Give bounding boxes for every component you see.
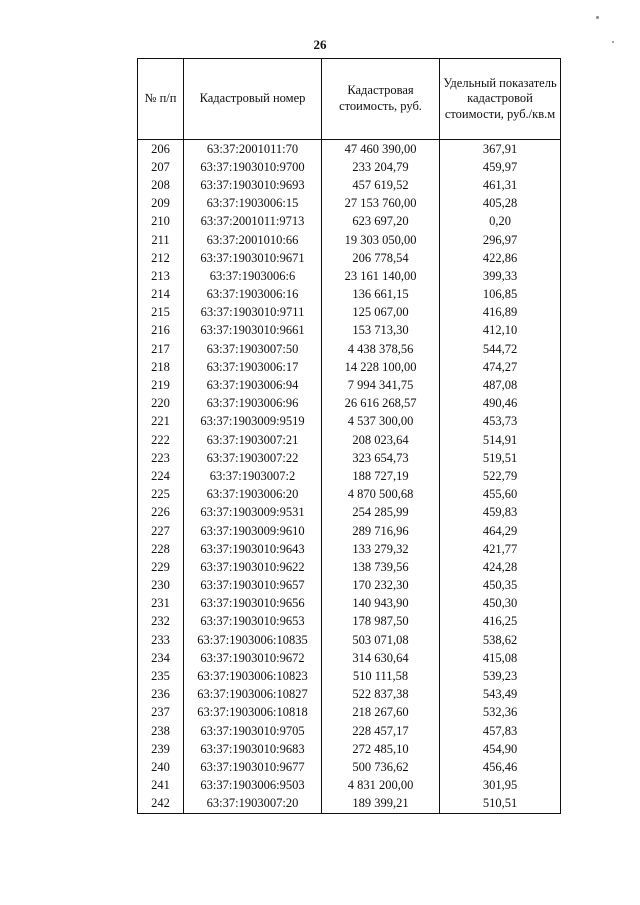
- cadastral-value: 510 111,58: [322, 667, 440, 685]
- specific-indicator: 455,60: [440, 486, 561, 504]
- specific-indicator: 459,83: [440, 504, 561, 522]
- specific-indicator: 301,95: [440, 777, 561, 795]
- row-num: 209: [138, 195, 184, 213]
- row-num: 212: [138, 249, 184, 267]
- cadastral-value: 4 537 300,00: [322, 413, 440, 431]
- cadastral-value: 254 285,99: [322, 504, 440, 522]
- cadastral-number: 63:37:1903010:9661: [184, 322, 322, 340]
- row-num: 232: [138, 613, 184, 631]
- specific-indicator: 464,29: [440, 522, 561, 540]
- specific-indicator: 424,28: [440, 558, 561, 576]
- specific-indicator: 514,91: [440, 431, 561, 449]
- cadastral-number: 63:37:1903010:9653: [184, 613, 322, 631]
- cadastral-number: 63:37:1903007:20: [184, 795, 322, 814]
- cadastral-number: 63:37:1903010:9705: [184, 722, 322, 740]
- cadastral-value: 4 438 378,56: [322, 340, 440, 358]
- table-row: [138, 558, 561, 576]
- specific-indicator: 487,08: [440, 376, 561, 394]
- row-num: 220: [138, 395, 184, 413]
- specific-indicator: 412,10: [440, 322, 561, 340]
- cadastral-value: 14 228 100,00: [322, 358, 440, 376]
- specific-indicator: 454,90: [440, 740, 561, 758]
- cadastral-value: 314 630,64: [322, 649, 440, 667]
- row-num: 227: [138, 522, 184, 540]
- row-num: 240: [138, 758, 184, 776]
- specific-indicator: 416,89: [440, 304, 561, 322]
- row-num: 229: [138, 558, 184, 576]
- cadastral-value: 133 279,32: [322, 540, 440, 558]
- cadastral-value: 19 303 050,00: [322, 231, 440, 249]
- row-num: 210: [138, 213, 184, 231]
- row-num: 211: [138, 231, 184, 249]
- table-row: [138, 649, 561, 667]
- cadastral-number: 63:37:1903006:6: [184, 267, 322, 285]
- cadastral-number: 63:37:1903006:10827: [184, 686, 322, 704]
- table-row: [138, 249, 561, 267]
- cadastral-value: 136 661,15: [322, 286, 440, 304]
- cadastral-number: 63:37:1903006:10818: [184, 704, 322, 722]
- cadastral-value: 178 987,50: [322, 613, 440, 631]
- cadastral-number: 63:37:1903009:9531: [184, 504, 322, 522]
- cadastral-number: 63:37:1903010:9683: [184, 740, 322, 758]
- table-row: [138, 613, 561, 631]
- row-num: 237: [138, 704, 184, 722]
- specific-indicator: 0,20: [440, 213, 561, 231]
- cadastral-value: 125 067,00: [322, 304, 440, 322]
- table-row: [138, 577, 561, 595]
- specific-indicator: 422,86: [440, 249, 561, 267]
- row-num: 221: [138, 413, 184, 431]
- specific-indicator: 544,72: [440, 340, 561, 358]
- cadastral-number: 63:37:1903007:2: [184, 467, 322, 485]
- cadastral-number: 63:37:1903006:9503: [184, 777, 322, 795]
- table-row: [138, 231, 561, 249]
- cadastral-value: 4 870 500,68: [322, 486, 440, 504]
- row-num: 206: [138, 140, 184, 159]
- specific-indicator: 106,85: [440, 286, 561, 304]
- row-num: 218: [138, 358, 184, 376]
- table-row: [138, 504, 561, 522]
- cadastral-number: 63:37:1903007:50: [184, 340, 322, 358]
- table-row: [138, 595, 561, 613]
- cadastral-value: 228 457,17: [322, 722, 440, 740]
- specific-indicator: 415,08: [440, 649, 561, 667]
- specific-indicator: 532,36: [440, 704, 561, 722]
- specific-indicator: 510,51: [440, 795, 561, 814]
- table-row: [138, 340, 561, 358]
- row-num: 235: [138, 667, 184, 685]
- row-num: 224: [138, 467, 184, 485]
- cadastral-number: 63:37:2001010:66: [184, 231, 322, 249]
- table-row: [138, 449, 561, 467]
- table-row: [138, 777, 561, 795]
- cadastral-number: 63:37:1903006:17: [184, 358, 322, 376]
- cadastral-value: 7 994 341,75: [322, 376, 440, 394]
- table-row: [138, 304, 561, 322]
- header-cadastral-number: Кадастровый номер: [184, 59, 322, 140]
- table-row: [138, 486, 561, 504]
- specific-indicator: 416,25: [440, 613, 561, 631]
- cadastral-value: 153 713,30: [322, 322, 440, 340]
- row-num: 242: [138, 795, 184, 814]
- table-row: [138, 704, 561, 722]
- specific-indicator: 456,46: [440, 758, 561, 776]
- cadastral-number: 63:37:1903010:9656: [184, 595, 322, 613]
- cadastral-number: 63:37:1903010:9672: [184, 649, 322, 667]
- table-header: [138, 59, 561, 140]
- cadastral-value: 457 619,52: [322, 176, 440, 194]
- specific-indicator: 519,51: [440, 449, 561, 467]
- cadastral-number: 63:37:2001011:9713: [184, 213, 322, 231]
- table-row: [138, 267, 561, 285]
- table-row: [138, 467, 561, 485]
- cadastral-value: 503 071,08: [322, 631, 440, 649]
- cadastral-value: 47 460 390,00: [322, 140, 440, 159]
- specific-indicator: 450,35: [440, 577, 561, 595]
- table-row: [138, 667, 561, 685]
- cadastral-number: 63:37:1903006:96: [184, 395, 322, 413]
- table-row: [138, 213, 561, 231]
- cadastral-value: 233 204,79: [322, 158, 440, 176]
- cadastral-number: 63:37:1903010:9711: [184, 304, 322, 322]
- row-num: 239: [138, 740, 184, 758]
- header-num: № п/п: [138, 59, 184, 140]
- cadastral-number: 63:37:1903010:9671: [184, 249, 322, 267]
- specific-indicator: 459,97: [440, 158, 561, 176]
- specific-indicator: 490,46: [440, 395, 561, 413]
- cadastral-value: 289 716,96: [322, 522, 440, 540]
- row-num: 234: [138, 649, 184, 667]
- header-specific-indicator: Удельный показатель кадастровой стоимости, руб./кв.м: [440, 59, 561, 140]
- scan-speck: [596, 16, 599, 19]
- row-num: 219: [138, 376, 184, 394]
- cadastral-number: 63:37:1903010:9677: [184, 758, 322, 776]
- specific-indicator: 474,27: [440, 358, 561, 376]
- specific-indicator: 453,73: [440, 413, 561, 431]
- row-num: 233: [138, 631, 184, 649]
- specific-indicator: 538,62: [440, 631, 561, 649]
- row-num: 207: [138, 158, 184, 176]
- table-row: [138, 322, 561, 340]
- table-row: [138, 631, 561, 649]
- table-row: [138, 376, 561, 394]
- cadastral-value: 272 485,10: [322, 740, 440, 758]
- cadastral-value: 189 399,21: [322, 795, 440, 814]
- table-row: [138, 195, 561, 213]
- row-num: 238: [138, 722, 184, 740]
- scan-speck: [612, 41, 614, 43]
- cadastral-value: 138 739,56: [322, 558, 440, 576]
- cadastral-number: 63:37:1903010:9700: [184, 158, 322, 176]
- header-row: [138, 59, 561, 140]
- table-row: [138, 740, 561, 758]
- specific-indicator: 461,31: [440, 176, 561, 194]
- cadastral-value: 4 831 200,00: [322, 777, 440, 795]
- cadastral-number: 63:37:1903006:20: [184, 486, 322, 504]
- table-row: [138, 358, 561, 376]
- row-num: 230: [138, 577, 184, 595]
- cadastral-value: 623 697,20: [322, 213, 440, 231]
- table-row: [138, 431, 561, 449]
- table-row: [138, 140, 561, 159]
- cadastral-value: 522 837,38: [322, 686, 440, 704]
- table-row: [138, 413, 561, 431]
- cadastral-number: 63:37:1903010:9693: [184, 176, 322, 194]
- table-row: [138, 158, 561, 176]
- specific-indicator: 367,91: [440, 140, 561, 159]
- table-row: [138, 522, 561, 540]
- row-num: 231: [138, 595, 184, 613]
- cadastral-value: 188 727,19: [322, 467, 440, 485]
- table-row: [138, 286, 561, 304]
- cadastral-value: 140 943,90: [322, 595, 440, 613]
- row-num: 236: [138, 686, 184, 704]
- table-row: [138, 758, 561, 776]
- table-row: [138, 395, 561, 413]
- specific-indicator: 405,28: [440, 195, 561, 213]
- cadastral-number: 63:37:1903006:15: [184, 195, 322, 213]
- cadastral-value: 23 161 140,00: [322, 267, 440, 285]
- cadastral-value: 500 736,62: [322, 758, 440, 776]
- specific-indicator: 457,83: [440, 722, 561, 740]
- table-row: [138, 176, 561, 194]
- row-num: 208: [138, 176, 184, 194]
- cadastral-value: 323 654,73: [322, 449, 440, 467]
- specific-indicator: 539,23: [440, 667, 561, 685]
- cadastral-number: 63:37:1903006:94: [184, 376, 322, 394]
- specific-indicator: 543,49: [440, 686, 561, 704]
- cadastral-value: 208 023,64: [322, 431, 440, 449]
- table-row: [138, 795, 561, 814]
- cadastral-number: 63:37:1903006:10823: [184, 667, 322, 685]
- cadastral-number: 63:37:1903006:16: [184, 286, 322, 304]
- row-num: 223: [138, 449, 184, 467]
- row-num: 222: [138, 431, 184, 449]
- row-num: 241: [138, 777, 184, 795]
- header-cadastral-value: Кадастровая стоимость, руб.: [322, 59, 440, 140]
- specific-indicator: 399,33: [440, 267, 561, 285]
- row-num: 217: [138, 340, 184, 358]
- table-row: [138, 540, 561, 558]
- cadastral-number: 63:37:1903010:9622: [184, 558, 322, 576]
- row-num: 228: [138, 540, 184, 558]
- specific-indicator: 522,79: [440, 467, 561, 485]
- cadastral-number: 63:37:1903010:9657: [184, 577, 322, 595]
- table-body: [138, 140, 561, 814]
- cadastral-number: 63:37:1903007:22: [184, 449, 322, 467]
- cadastral-value: 26 616 268,57: [322, 395, 440, 413]
- cadastral-number: 63:37:1903009:9610: [184, 522, 322, 540]
- cadastral-table: [137, 58, 561, 814]
- table-row: [138, 722, 561, 740]
- specific-indicator: 450,30: [440, 595, 561, 613]
- cadastral-value: 206 778,54: [322, 249, 440, 267]
- row-num: 216: [138, 322, 184, 340]
- cadastral-number: 63:37:1903006:10835: [184, 631, 322, 649]
- cadastral-value: 170 232,30: [322, 577, 440, 595]
- page-number: 26: [313, 37, 327, 52]
- row-num: 213: [138, 267, 184, 285]
- cadastral-number: 63:37:1903007:21: [184, 431, 322, 449]
- specific-indicator: 421,77: [440, 540, 561, 558]
- row-num: 225: [138, 486, 184, 504]
- specific-indicator: 296,97: [440, 231, 561, 249]
- table-row: [138, 686, 561, 704]
- cadastral-value: 218 267,60: [322, 704, 440, 722]
- cadastral-number: 63:37:1903010:9643: [184, 540, 322, 558]
- row-num: 226: [138, 504, 184, 522]
- row-num: 215: [138, 304, 184, 322]
- cadastral-number: 63:37:1903009:9519: [184, 413, 322, 431]
- row-num: 214: [138, 286, 184, 304]
- cadastral-value: 27 153 760,00: [322, 195, 440, 213]
- cadastral-number: 63:37:2001011:70: [184, 140, 322, 159]
